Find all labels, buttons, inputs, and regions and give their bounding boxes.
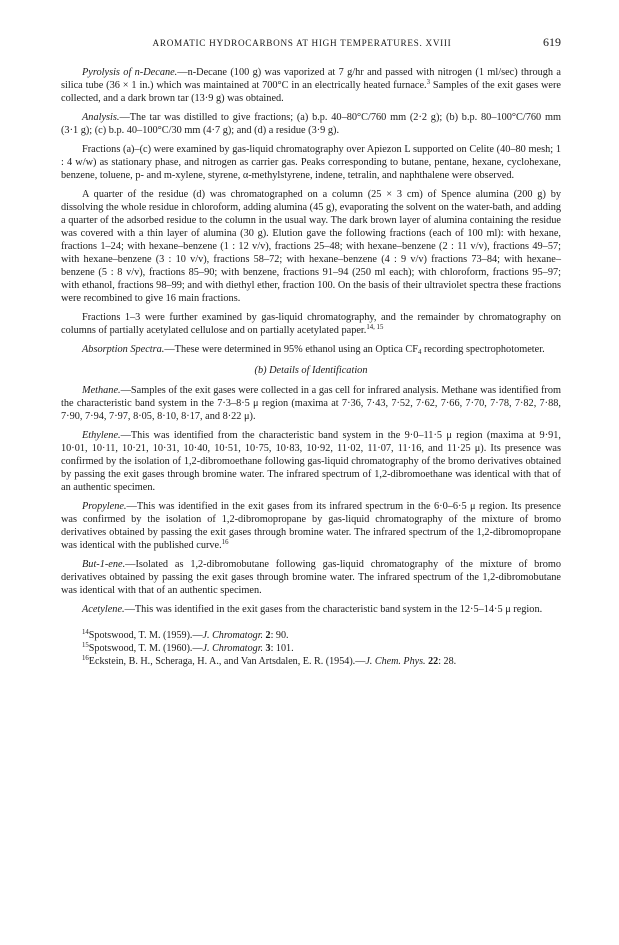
- reference-item: [61, 629, 561, 642]
- pyrolysis-text-2: Samples of the exit gases were collected, and a dark brown tar (13·9 g) was obtained.: [61, 80, 561, 104]
- pyrolysis-heading: Pyrolysis of n-Decane.: [82, 67, 178, 78]
- fractions-13-paragraph: [61, 311, 561, 337]
- butene-paragraph: [61, 558, 561, 597]
- acetylene-text: —This was identified in the exit gases from the characteristic band system in the 12·5–14·5 μ region.: [124, 604, 543, 615]
- acetylene-paragraph: [61, 603, 561, 616]
- running-header: [61, 36, 561, 50]
- reference-text: Eckstein, B. H., Scheraga, H. A., and Van Artsdalen, E. R. (1954).—: [88, 656, 366, 667]
- absorption-text: —These were determined in 95% ethanol using an Optica CF: [164, 344, 419, 355]
- analysis-paragraph: [61, 111, 561, 137]
- reference-pages: : 90.: [270, 630, 289, 641]
- absorption-text-2: recording spectrophotometer.: [421, 344, 545, 355]
- acetylene-heading: Acetylene.: [82, 604, 125, 615]
- reference-pages: : 101.: [270, 643, 294, 654]
- ethylene-heading: Ethylene.: [82, 430, 121, 441]
- reference-text: Spotswood, T. M. (1960).—: [88, 643, 203, 654]
- reference-pages: : 28.: [438, 656, 457, 667]
- fractions-ac-paragraph: Fractions (a)–(c) were examined by gas-liquid chromatography over Apiezon L supported on Celite (40–80 mesh; 1 : 4 w/w) as stationary phase, and nitrogen as carrier gas. Peaks corresponding to butane, pentane, hexane, cyclohexane, benzene, toluene, p- and m-xylene, styrene, α-methylstyrene, indene, tetralin, and naphthalene were observed.: [61, 144, 561, 181]
- reference-volume: 22: [425, 656, 439, 667]
- reference-volume: 3: [263, 643, 271, 654]
- propylene-ref: 16: [221, 539, 229, 546]
- reference-journal: J. Chem. Phys.: [365, 656, 426, 667]
- propylene-paragraph: [61, 500, 561, 552]
- absorption-sub: 4: [418, 349, 422, 356]
- ethylene-text: —This was identified from the characteristic band system in the 9·0–11·5 μ region (maxima at 9·91, 10·01, 10·11, 10·21, 10·31, 10·40, 10·51, 10·75, 10·83, 10·92, 11·02, 11·07, 11·16, and 11·25 μ). Its presence was confirmed by the isolation of 1,2-dibromoethane following gas-liquid chromatography of the bromo derivatives obtained by passing the exit gases through bromine water. The infrared spectrum of 1,2-dibromoethane was identical with that of an authentic specimen.: [61, 430, 561, 493]
- reference-number: 15: [82, 642, 89, 649]
- propylene-heading: Propylene.: [82, 501, 127, 512]
- reference-number: 14: [82, 629, 89, 636]
- residue-paragraph: A quarter of the residue (d) was chromatographed on a column (25 × 3 cm) of Spence alumina (200 g) by dissolving the whole residue in chloroform, adding alumina (45 g), evaporating the solvent on the water-bath, and adding a quarter of the adsorbed residue to the column in the usual way. The dark brown layer of alumina containing the residue was covered with a thin layer of alumina (30 g). Elution gave the following fractions (each of 100 ml): with hexane, fractions 1–24; with hexane–benzene (1 : 12 v/v), fractions 25–48; with hexane–benzene (2 : 11 v/v), fractions 49–57; with hexane–benzene (3 : 10 v/v), fractions 58–72; with hexane–benzene (4 : 9 v/v) fractions 73–84; with hexane–benzene (5 : 8 v/v), fractions 85–90; with benzene, fractions 91–94 (250 ml each); with chloroform, fractions 95–97; with ethanol, fractions 98–99; and with diethyl ether, fraction 100. On the basis of their ultraviolet spectra these fractions were recombined to give 16 main fractions.: [61, 189, 561, 304]
- methane-paragraph: [61, 384, 561, 423]
- methane-text: —Samples of the exit gases were collected in a gas cell for infrared analysis. Methane was identified from the characteristic band system in the 7·3–8·5 μ region (maxima at 7·36, 7·43, 7·52, 7·62, 7·66, 7·70, 7·78, 7·82, 7·88, 7·90, 7·94, 7·97, 8·05, 8·10, 8·17, and 8·22 μ).: [61, 385, 561, 422]
- reference-journal: J. Chromatogr.: [202, 630, 264, 641]
- page-number: 619: [543, 35, 561, 49]
- ethylene-paragraph: [61, 429, 561, 494]
- running-title: AROMATIC HYDROCARBONS AT HIGH TEMPERATURES. XVIII: [152, 38, 452, 48]
- fractions-13-text: Fractions 1–3 were further examined by gas-liquid chromatography, and the remainder by chromatography on columns of partially acetylated cellulose and on partially acetylated paper.: [61, 312, 561, 336]
- reference-journal: J. Chromatogr.: [202, 643, 264, 654]
- methane-heading: Methane.: [82, 385, 121, 396]
- propylene-text: —This was identified in the exit gases from its infrared spectrum in the 6·0–6·5 μ region. Its presence was confirmed by the isolation of 1,2-dibromopropane by gas-liquid chromatography of the mixture of bromo derivatives obtained by passing the exit gases through bromine water. The infrared spectrum of the 1,2-dibromopropane was identical with the published curve.: [61, 501, 561, 551]
- pyrolysis-ref: 3: [426, 79, 431, 86]
- absorption-heading: Absorption Spectra.: [82, 344, 165, 355]
- fractions-13-ref: 14, 15: [366, 324, 384, 331]
- analysis-text: —The tar was distilled to give fractions; (a) b.p. 40–80°C/760 mm (2·2 g); (b) b.p. 80–100°C/760 mm (3·1 g); (c) b.p. 40–100°C/30 mm (4·7 g); and (d) a residue (3·9 g).: [61, 112, 561, 136]
- reference-text: Spotswood, T. M. (1959).—: [88, 630, 203, 641]
- references-list: [61, 629, 561, 668]
- reference-volume: 2: [263, 630, 271, 641]
- pyrolysis-paragraph: [61, 66, 561, 105]
- reference-item: [61, 655, 561, 668]
- section-heading: (b) Details of Identification: [254, 365, 368, 376]
- analysis-heading: Analysis.: [82, 112, 120, 123]
- reference-number: 16: [82, 655, 89, 662]
- butene-heading: But-1-ene.: [82, 559, 126, 570]
- pyrolysis-text: —n-Decane (100 g) was vaporized at 7 g/hr and passed with nitrogen (1 ml/sec) through a silica tube (36 × 1 in.) which was maintained at 700°C in an electrically heated furnace.: [61, 67, 561, 91]
- butene-text: —Isolated as 1,2-dibromobutane following gas-liquid chromatography of the mixture of bromo derivatives obtained by passing the exit gases through bromine water. The infrared spectrum of the 1,2-dibromobutane was identical with that of an authentic specimen.: [61, 559, 561, 596]
- reference-item: [61, 642, 561, 655]
- absorption-paragraph: [61, 343, 561, 356]
